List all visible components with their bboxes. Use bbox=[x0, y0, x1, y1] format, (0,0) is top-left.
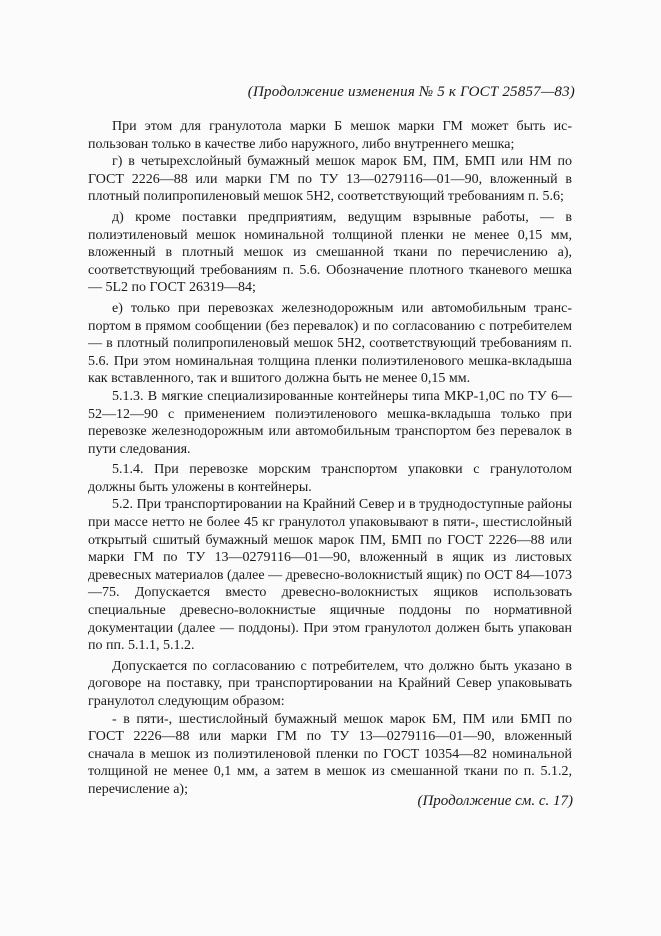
paragraph-item-e: е) только при перевозках железнодорожным или автомобильным транспортом в прямом сообщении (без перевалок) и по согласованию с потребителем — в плотный полипропиленовый мешок 5Н2, соответствующий требованиям п. 5.6. При этом номинальная толщина пленки полиэтиленового мешка-вкладыша как вставленного, так и вшитого должна быть не менее 0,15 мм. bbox=[88, 300, 572, 387]
page-header-continuation: (Продолжение изменения № 5 к ГОСТ 25857—83) bbox=[247, 84, 575, 100]
page-footer-continuation: (Продолжение см. с. 17) bbox=[417, 793, 573, 809]
paragraph-5-1-4: 5.1.4. При перевозке морским транспортом упаковки с гранулотолом должны быть уложены в контейнеры. bbox=[88, 462, 572, 495]
paragraph-5-1-3: 5.1.3. В мягкие специализированные контейнеры типа МКР-1,0С по ТУ 6—52—12—90 с применением полиэтиленового мешка-вкладыша только при перевозке железнодорожным или автомобильным транспортом без перевалок в пути следования. bbox=[88, 388, 572, 457]
paragraph-item-g: г) в четырехслойный бумажный мешок марок БМ, ПМ, БМП или НМ по ГОСТ 2226—88 или марки ГМ по ТУ 13—0279116—01—90, вложенный в плотный полипропиленовый мешок 5Н2, соответствующий требованиям п. 5.6; bbox=[88, 154, 572, 205]
paragraph-item-d: д) кроме поставки предприятиям, ведущим взрывные работы, — в полиэтиленовый мешок номинальной толщиной пленки не менее 0,15 мм, вложенный в плотный мешок из смешанной ткани по перечислению а), соответствующий требованиям п. 5.6. Обозначение плотного тканевого мешка — 5L2 по ГОСТ 26319—84; bbox=[88, 209, 572, 296]
paragraph-allowed-packing: Допускается по согласованию с потребителем, что должно быть указано в договоре на поставку, при транспортировании на Крайний Север упаковывать гранулотол следующим образом: bbox=[88, 658, 572, 709]
paragraph-granulotol-b: При этом для гранулотола марки Б мешок марки ГМ может быть использован только в качестве либо наружного, либо внутреннего мешка; bbox=[88, 119, 572, 152]
paragraph-5-2: 5.2. При транспортировании на Крайний Север и в труднодоступные районы при массе нетто не более 45 кг гранулотол упаковывают в пяти-, шестислойный открытый сшитый бумажный мешок марок ПМ, БМП по ГОСТ 2226—88 или марки ГМ по ТУ 13—0279116—01—90, вложенный в ящик из листовых древесных материалов (далее — древесно-волокнистый ящик) по ОСТ 84—1073—75. Допускается вместо древесно-волокнистых ящиков использовать специальные древесно-волокнистые ящичные поддоны по нормативной документации (далее — поддоны). При этом гранулотол должен быть упакован по пп. 5.1.1, 5.1.2. bbox=[88, 497, 572, 654]
document-body bbox=[88, 118, 572, 799]
paragraph-packing-option: - в пяти-, шестислойный бумажный мешок марок БМ, ПМ или БМП по ГОСТ 2226—88 или марки ГМ по ТУ 13—0279116—01—90, вложенный сначала в мешок из полиэтиленовой пленки по ГОСТ 10354—82 номинальной толщиной не менее 0,1 мм, а затем в мешок из смешанной ткани по п. 5.1.2, перечисление а); bbox=[88, 711, 572, 797]
